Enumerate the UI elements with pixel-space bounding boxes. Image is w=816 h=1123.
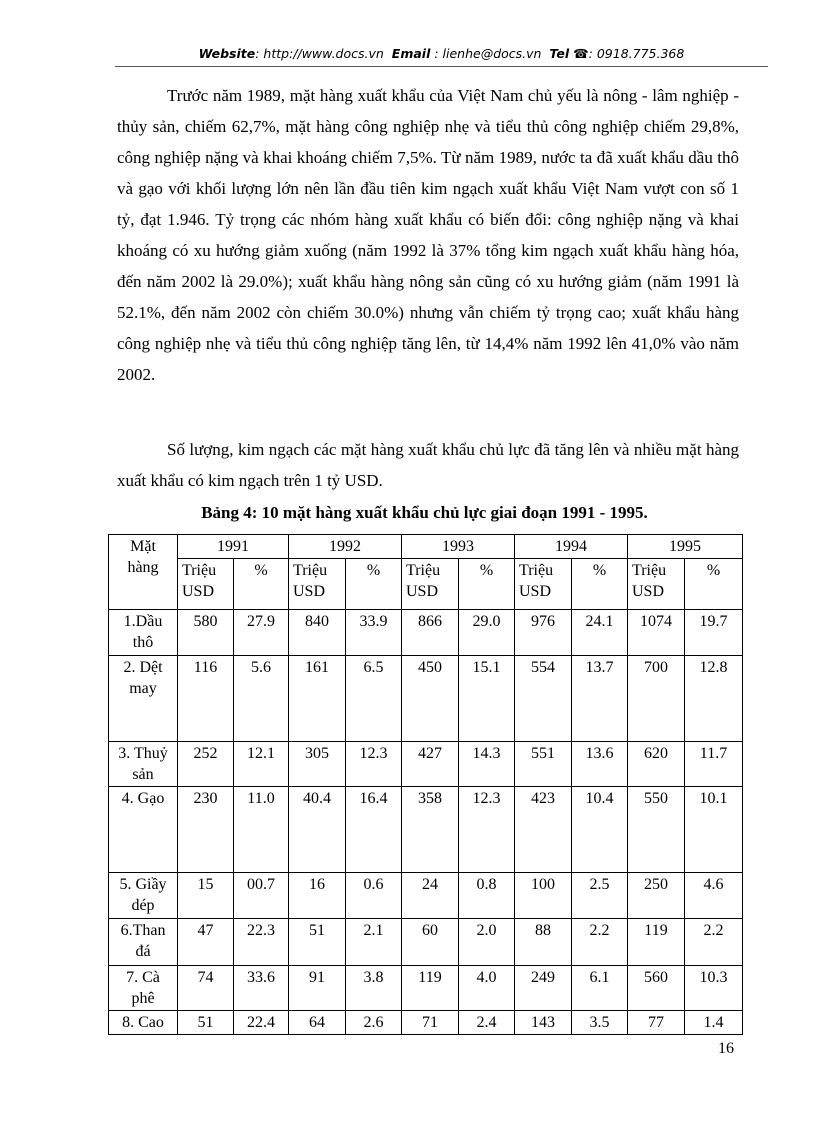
table-header-years	[109, 535, 743, 559]
value-usd: 554	[515, 656, 572, 742]
table-row	[109, 966, 743, 1011]
row-header-label: Mặt hàng	[109, 535, 178, 610]
value-percent: 11.0	[234, 787, 289, 873]
value-usd: 450	[402, 656, 459, 742]
value-usd: 77	[628, 1011, 685, 1035]
value-percent: 10.1	[685, 787, 743, 873]
value-percent: 22.4	[234, 1011, 289, 1035]
export-table	[108, 534, 743, 1035]
table-row	[109, 919, 743, 966]
commodity-name: 4. Gạo	[109, 787, 178, 873]
value-percent: 10.3	[685, 966, 743, 1011]
value-usd: 15	[178, 873, 234, 919]
unit-header-percent: %	[572, 559, 628, 610]
value-percent: 0.6	[346, 873, 402, 919]
year-header: 1995	[628, 535, 743, 559]
value-percent: 12.3	[346, 742, 402, 787]
value-percent: 1.4	[685, 1011, 743, 1035]
commodity-name: 7. Cà phê	[109, 966, 178, 1011]
value-percent: 14.3	[459, 742, 515, 787]
value-percent: 2.5	[572, 873, 628, 919]
value-usd: 143	[515, 1011, 572, 1035]
value-percent: 5.6	[234, 656, 289, 742]
year-header: 1991	[178, 535, 289, 559]
value-percent: 4.6	[685, 873, 743, 919]
value-percent: 12.8	[685, 656, 743, 742]
value-percent: 29.0	[459, 610, 515, 656]
unit-header-usd: Triệu USD	[289, 559, 346, 610]
value-percent: 33.6	[234, 966, 289, 1011]
table-row	[109, 873, 743, 919]
commodity-name: 8. Cao	[109, 1011, 178, 1035]
value-percent: 2.4	[459, 1011, 515, 1035]
value-percent: 11.7	[685, 742, 743, 787]
table-row	[109, 742, 743, 787]
commodity-name: 3. Thuỷ sản	[109, 742, 178, 787]
value-usd: 71	[402, 1011, 459, 1035]
value-usd: 116	[178, 656, 234, 742]
header-divider	[115, 66, 768, 67]
value-percent: 22.3	[234, 919, 289, 966]
value-usd: 119	[628, 919, 685, 966]
value-usd: 976	[515, 610, 572, 656]
value-usd: 866	[402, 610, 459, 656]
value-percent: 2.6	[346, 1011, 402, 1035]
page-number: 16	[718, 1040, 734, 1057]
unit-header-usd: Triệu USD	[178, 559, 234, 610]
commodity-name: 6.Than đá	[109, 919, 178, 966]
table-row	[109, 1011, 743, 1035]
value-percent: 4.0	[459, 966, 515, 1011]
unit-header-percent: %	[459, 559, 515, 610]
year-header: 1993	[402, 535, 515, 559]
value-usd: 580	[178, 610, 234, 656]
email-label: Email	[391, 46, 431, 61]
value-usd: 47	[178, 919, 234, 966]
year-header: 1992	[289, 535, 402, 559]
value-percent: 12.1	[234, 742, 289, 787]
value-usd: 60	[402, 919, 459, 966]
value-percent: 6.1	[572, 966, 628, 1011]
value-usd: 100	[515, 873, 572, 919]
value-usd: 40.4	[289, 787, 346, 873]
value-percent: 33.9	[346, 610, 402, 656]
value-percent: 0.8	[459, 873, 515, 919]
value-percent: 13.6	[572, 742, 628, 787]
year-header: 1994	[515, 535, 628, 559]
phone-icon: ☎	[573, 46, 589, 61]
value-percent: 00.7	[234, 873, 289, 919]
email-value: : lienhe@docs.vn	[434, 46, 542, 61]
value-percent: 3.8	[346, 966, 402, 1011]
value-percent: 2.1	[346, 919, 402, 966]
value-usd: 24	[402, 873, 459, 919]
commodity-name: 5. Giầy dép	[109, 873, 178, 919]
tel-label: Tel	[549, 46, 570, 61]
value-percent: 16.4	[346, 787, 402, 873]
value-percent: 10.4	[572, 787, 628, 873]
value-usd: 91	[289, 966, 346, 1011]
value-percent: 2.0	[459, 919, 515, 966]
value-percent: 15.1	[459, 656, 515, 742]
paragraph-1: Trước năm 1989, mặt hàng xuất khẩu của Việt Nam chủ yếu là nông - lâm nghiệp - thủy sản, chiếm 62,7%, mặt hàng công nghiệp nhẹ và tiểu thủ công nghiệp chiếm 29,8%, công nghiệp nặng và khai khoáng chiếm 7,5%. Từ năm 1989, nước ta đã xuất khẩu dầu thô và gạo với khối lượng lớn nên lần đầu tiên kim ngạch xuất khẩu Việt Nam vượt con số 1 tỷ, đạt 1.946. Tỷ trọng các nhóm hàng xuất khẩu có biến đổi: công nghiệp nặng và khai khoáng có xu hướng giảm xuống (năm 1992 là 37% tổng kim ngạch xuất khẩu hàng hóa, đến năm 2002 là 29.0%); xuất khẩu hàng nông sản cũng có xu hướng giảm (năm 1991 là 52.1%, đến năm 2002 còn chiếm 30.0%) nhưng vẫn chiếm tỷ trọng cao; xuất khẩu hàng công nghiệp nhẹ và tiểu thủ công nghiệp tăng lên, từ 14,4% năm 1992 lên 41,0% vào năm 2002.	[117, 86, 739, 384]
value-usd: 1074	[628, 610, 685, 656]
table-row	[109, 656, 743, 742]
page-header	[115, 46, 768, 64]
value-usd: 64	[289, 1011, 346, 1035]
value-usd: 700	[628, 656, 685, 742]
value-percent: 24.1	[572, 610, 628, 656]
value-usd: 16	[289, 873, 346, 919]
value-percent: 2.2	[685, 919, 743, 966]
commodity-name: 1.Dầu thô	[109, 610, 178, 656]
unit-header-percent: %	[234, 559, 289, 610]
value-percent: 12.3	[459, 787, 515, 873]
table-header-units	[109, 559, 743, 610]
unit-header-percent: %	[346, 559, 402, 610]
value-usd: 560	[628, 966, 685, 1011]
paragraph-2: Số lượng, kim ngạch các mặt hàng xuất khẩu chủ lực đã tăng lên và nhiều mặt hàng xuất khẩu có kim ngạch trên 1 tỷ USD.	[117, 440, 739, 490]
value-usd: 427	[402, 742, 459, 787]
commodity-name: 2. Dệt may	[109, 656, 178, 742]
value-usd: 230	[178, 787, 234, 873]
value-usd: 74	[178, 966, 234, 1011]
value-usd: 88	[515, 919, 572, 966]
value-usd: 250	[628, 873, 685, 919]
website-label: Website	[198, 46, 256, 61]
value-usd: 51	[289, 919, 346, 966]
value-usd: 358	[402, 787, 459, 873]
table-row	[109, 787, 743, 873]
value-usd: 119	[402, 966, 459, 1011]
value-usd: 161	[289, 656, 346, 742]
value-usd: 550	[628, 787, 685, 873]
value-percent: 19.7	[685, 610, 743, 656]
value-percent: 3.5	[572, 1011, 628, 1035]
tel-value: : 0918.775.368	[588, 46, 685, 61]
value-percent: 2.2	[572, 919, 628, 966]
value-percent: 27.9	[234, 610, 289, 656]
value-usd: 423	[515, 787, 572, 873]
value-percent: 6.5	[346, 656, 402, 742]
value-usd: 551	[515, 742, 572, 787]
value-usd: 305	[289, 742, 346, 787]
value-usd: 51	[178, 1011, 234, 1035]
value-usd: 252	[178, 742, 234, 787]
unit-header-usd: Triệu USD	[402, 559, 459, 610]
value-percent: 13.7	[572, 656, 628, 742]
value-usd: 249	[515, 966, 572, 1011]
website-value: : http://www.docs.vn	[255, 46, 384, 61]
unit-header-usd: Triệu USD	[515, 559, 572, 610]
table-row	[109, 610, 743, 656]
unit-header-usd: Triệu USD	[628, 559, 685, 610]
value-usd: 840	[289, 610, 346, 656]
table-caption: Bảng 4: 10 mặt hàng xuất khẩu chủ lực giai đoạn 1991 - 1995.	[201, 503, 648, 522]
unit-header-percent: %	[685, 559, 743, 610]
value-usd: 620	[628, 742, 685, 787]
